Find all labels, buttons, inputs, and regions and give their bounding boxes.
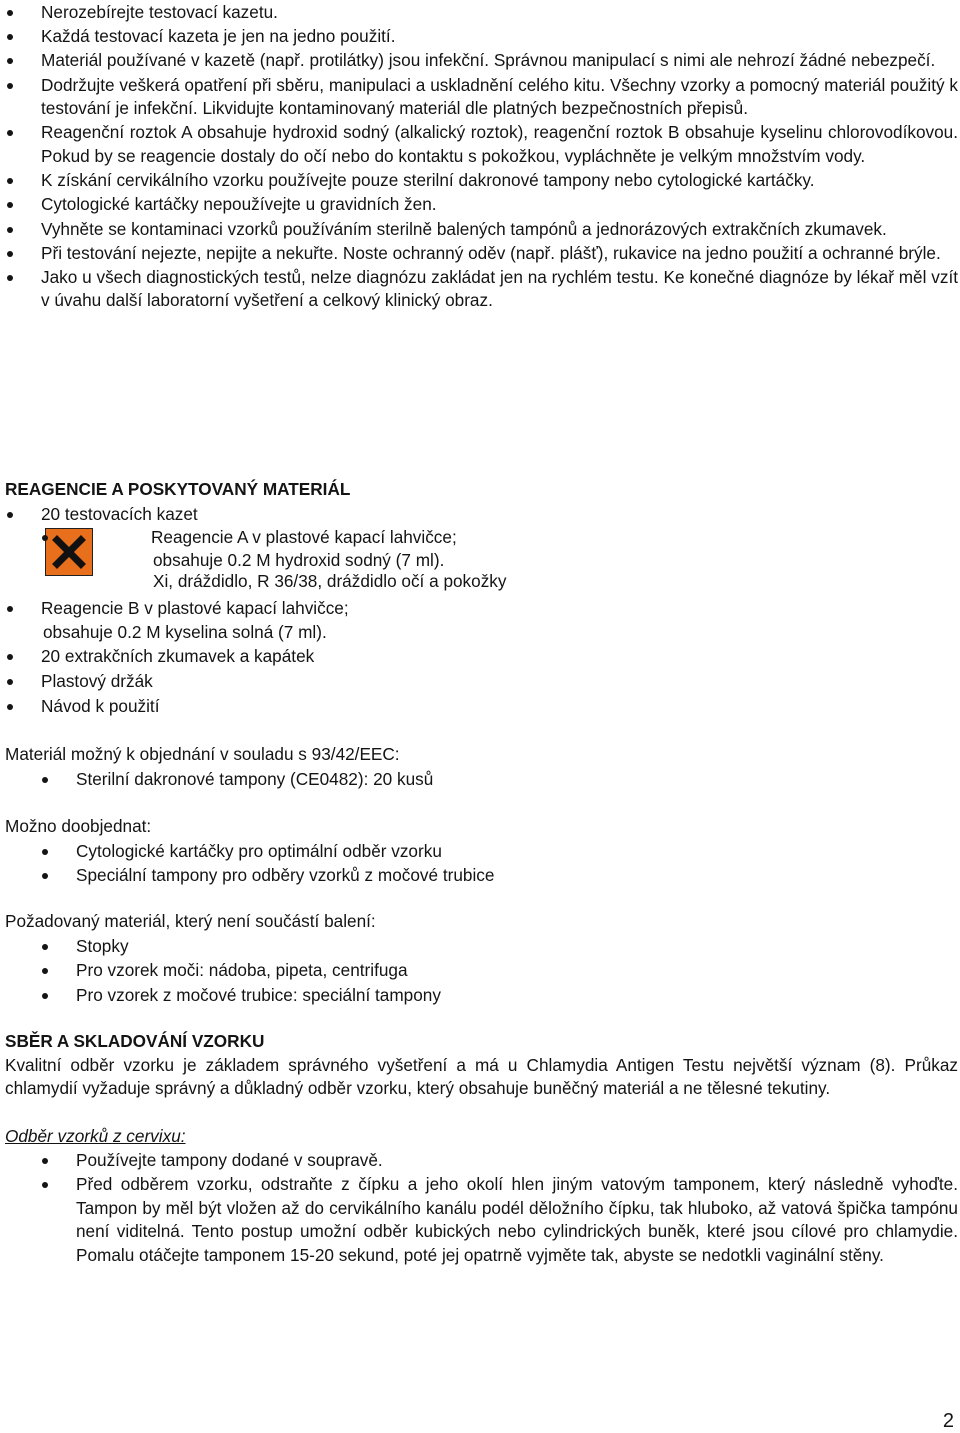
page-number: 2	[942, 1410, 954, 1432]
list-item: Speciální tampony pro odběry vzorků z močové trubice	[5, 864, 958, 888]
list-item: Plastový držák	[5, 670, 958, 694]
reagents-section	[5, 478, 958, 718]
list-item: Reagenční roztok A obsahuje hydroxid sodný (alkalický roztok), reagenční roztok B obsahuje kyselinu chlorovodíkovou. Pokud by se reagencie dostaly do očí nebo do kontaktu s pokožkou, vypláchněte je velkým množstvím vody.	[5, 121, 958, 168]
list-item: Vyhněte se kontaminaci vzorků používáním sterilně balených tampónů a jednorázových extrakčních zkumavek.	[5, 218, 958, 242]
list-item: Používejte tampony dodané v soupravě.	[5, 1149, 958, 1173]
required-section	[5, 910, 958, 1007]
list-item: Každá testovací kazeta je jen na jedno použití.	[5, 25, 958, 49]
list-item: Návod k použití	[5, 695, 958, 719]
reagent-a-line1: Reagencie A v plastové kapací lahvičce;	[151, 527, 457, 548]
reagent-a-block	[5, 526, 958, 598]
list-item	[5, 597, 958, 644]
list-item: Jako u všech diagnostických testů, nelze diagnózu zakládat jen na rychlém testu. Ke konečné diagnóze by lékař měl vzít v úvahu další laboratorní vyšetření a celkový klinický obraz.	[5, 266, 958, 313]
list-item: Před odběrem vzorku, odstraňte z čípku a jeho okolí hlen jiným vatovým tamponem, který následně vyhoďte. Tampon by měl být vložen až do cervikálního kanálu podél děložního čípku, tak hluboko, až vatová špička tampónu není viditelná. Tento postup umožní odběr kubických nebo cylindrických buněk, které jsou cílové pro chlamydie. Pomalu otáčejte tamponem 15-20 sekund, poté jej opatrně vyjměte tak, abyste se nedotkli vaginální stěny.	[5, 1173, 958, 1267]
list-item: 20 testovacích kazet	[5, 503, 958, 527]
orderable-label: Materiál možný k objednání v souladu s 93/42/EEC:	[5, 744, 400, 764]
reagent-b-line1: Reagencie B v plastové kapací lahvičce;	[41, 598, 349, 619]
optional-label: Možno doobjednat:	[5, 816, 152, 836]
list-item: Dodržujte veškerá opatření při sběru, manipulaci a uskladnění celého kitu. Všechny vzorky a pomocný materiál použitý k testování je infekční. Likvidujte kontaminovaný materiál dle platných bezpečnostních přepisů.	[5, 74, 958, 121]
optional-section	[5, 815, 958, 888]
list-item: Při testování nejezte, nepijte a nekuřte. Noste ochranný oděv (např. plášť), rukavice na jedno použití a ochranné brýle.	[5, 242, 958, 266]
reagents-heading: REAGENCIE A POSKYTOVANÝ MATERIÁL	[5, 479, 351, 499]
list-item: K získání cervikálního vzorku používejte pouze sterilní dakronové tampony nebo cytologické kartáčky.	[5, 169, 958, 193]
cervix-heading: Odběr vzorků z cervixu:	[5, 1125, 186, 1146]
list-item: Cytologické kartáčky nepoužívejte u gravidních žen.	[5, 193, 958, 217]
reagent-b-line2: obsahuje 0.2 M kyselina solná (7 ml).	[43, 621, 327, 642]
warnings-list	[5, 1, 958, 314]
reagent-a-line3: Xi, dráždidlo, R 36/38, dráždidlo očí a pokožky	[153, 570, 507, 591]
orderable-section	[5, 743, 958, 791]
list-item: Sterilní dakronové tampony (CE0482): 20 kusů	[5, 768, 958, 792]
collection-section	[5, 1030, 958, 1267]
list-item: Cytologické kartáčky pro optimální odběr vzorku	[5, 840, 958, 864]
list-item: Materiál používané v kazetě (např. protilátky) jsou infekční. Správnou manipulací s nimi ale nehrozí žádné nebezpečí.	[5, 49, 958, 73]
list-item: Pro vzorek z močové trubice: speciální tampony	[5, 984, 958, 1008]
collection-heading: SBĚR A SKLADOVÁNÍ VZORKU	[5, 1031, 265, 1051]
list-item	[5, 526, 605, 550]
collection-intro: Kvalitní odběr vzorku je základem správného vyšetření a má u Chlamydia Antigen Testu největší význam (8). Průkaz chlamydií vyžaduje správný a důkladný odběr vzorku, který obsahuje buněčný materiál a ne tělesné tekutiny.	[5, 1054, 958, 1099]
required-label: Požadovaný materiál, který není součástí balení:	[5, 911, 376, 931]
list-item: Nerozebírejte testovací kazetu.	[5, 1, 958, 25]
list-item: 20 extrakčních zkumavek a kapátek	[5, 645, 958, 669]
list-item: Pro vzorek moči: nádoba, pipeta, centrifuga	[5, 959, 958, 983]
reagent-a-line2: obsahuje 0.2 M hydroxid sodný (7 ml).	[153, 549, 445, 570]
list-item: Stopky	[5, 935, 958, 959]
